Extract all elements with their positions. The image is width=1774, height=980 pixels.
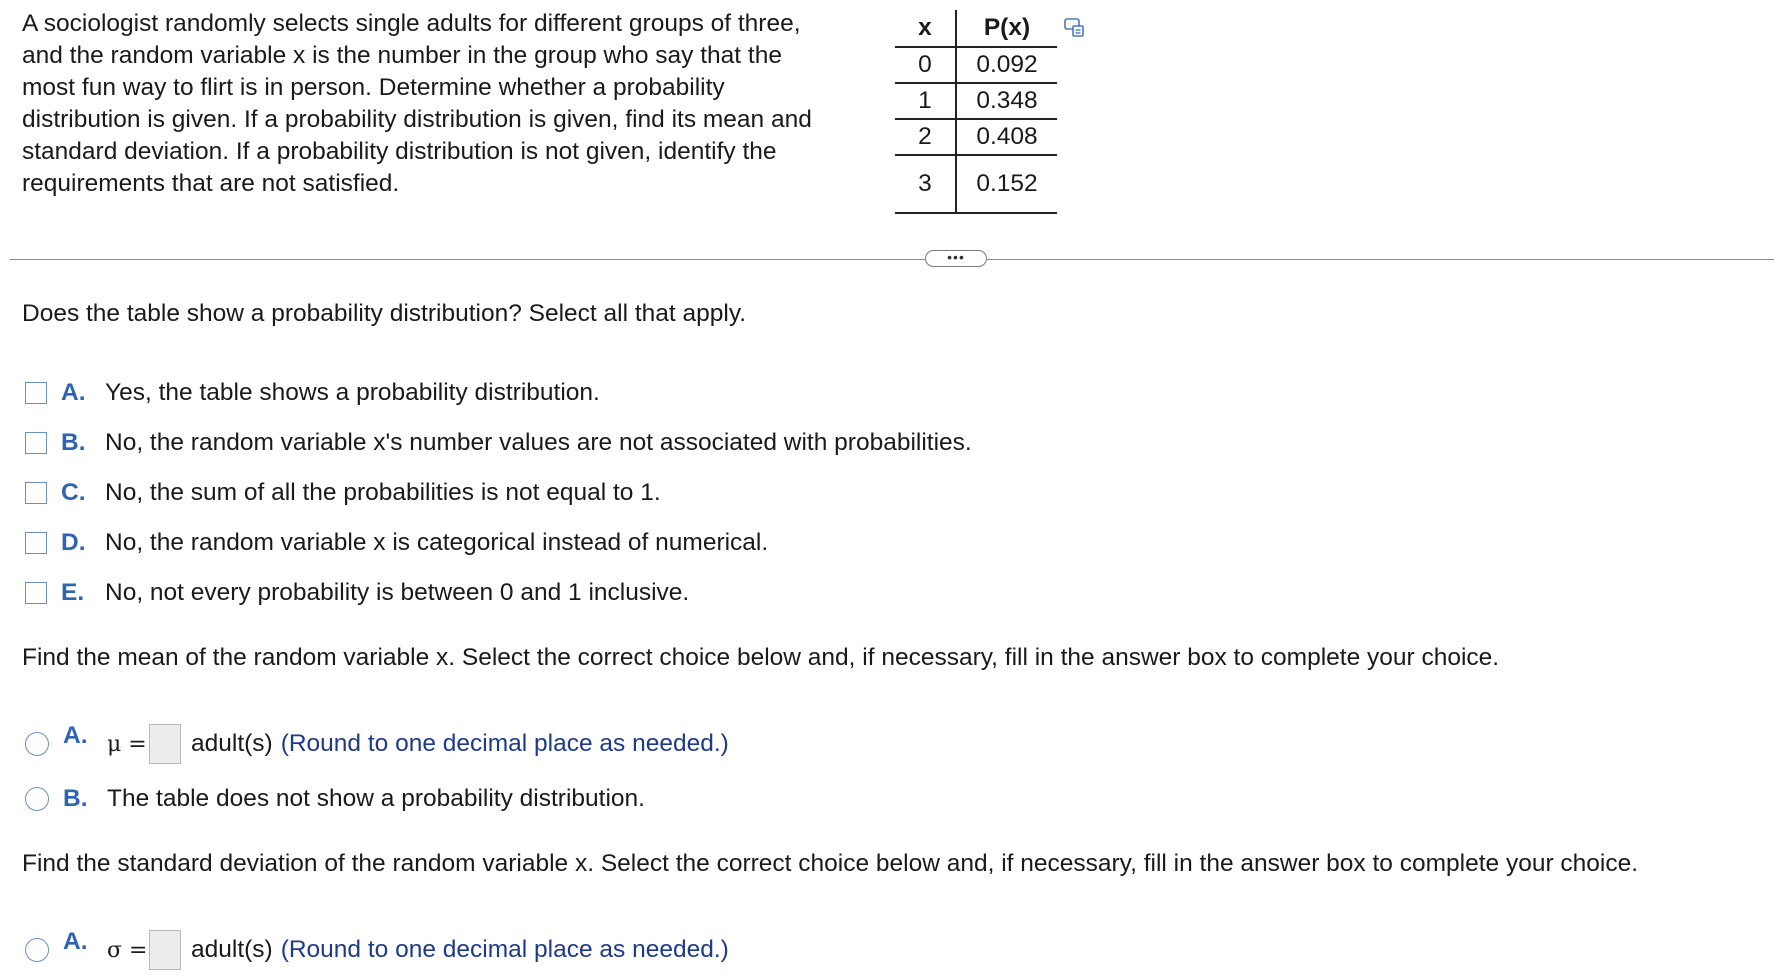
table-cell-x: 2 — [895, 119, 956, 155]
option-letter: D. — [61, 529, 86, 556]
q1-option-a[interactable] — [25, 376, 600, 410]
table-cell-p: 0.152 — [956, 155, 1057, 213]
mean-answer-input[interactable] — [149, 724, 181, 764]
question-2-prompt: Find the mean of the random variable x. Select the correct choice below and, if necessary, fill in the answer box to complete your choice. — [22, 644, 1500, 671]
table-row — [895, 83, 1057, 119]
option-text: Yes, the table shows a probability distribution. — [105, 379, 600, 406]
option-text: No, the sum of all the probabilities is not equal to 1. — [105, 479, 661, 506]
rounding-hint: (Round to one decimal place as needed.) — [280, 936, 729, 963]
q3-option-a[interactable] — [25, 928, 729, 972]
section-divider — [10, 259, 1774, 260]
option-letter: B. — [63, 785, 88, 812]
checkbox[interactable] — [25, 532, 47, 554]
radio-button[interactable] — [25, 938, 49, 962]
radio-button[interactable] — [25, 732, 49, 756]
option-text: The table does not show a probability distribution. — [107, 785, 645, 812]
table-row — [895, 155, 1057, 213]
table-cell-x: 0 — [895, 47, 956, 83]
option-letter: A. — [63, 722, 88, 749]
table-cell-p: 0.092 — [956, 47, 1057, 83]
mean-unit: adult(s) — [191, 730, 273, 757]
q2-option-b[interactable] — [25, 782, 645, 816]
q2-option-a[interactable] — [25, 722, 729, 766]
sd-symbol: σ = — [107, 937, 148, 963]
problem-statement: A sociologist randomly selects single adults for different groups of three, and the random variable x is the number in the group who say that the most fun way to flirt is in person. Determine whether a probability distribution is given. If a probability distribution is given, find its mean and standard deviation. If a probability distribution is not given, identify the requirements that are not satisfied. — [22, 10, 812, 197]
question-3-prompt: Find the standard deviation of the random variable x. Select the correct choice below and, if necessary, fill in the answer box to complete your choice. — [22, 850, 1639, 877]
table-row — [895, 47, 1057, 83]
table-header-px: P(x) — [956, 10, 1057, 47]
checkbox[interactable] — [25, 582, 47, 604]
q1-option-d[interactable] — [25, 526, 768, 560]
sd-unit: adult(s) — [191, 936, 273, 963]
question-1-prompt: Does the table show a probability distribution? Select all that apply. — [22, 300, 747, 327]
option-text: No, the random variable x's number values are not associated with probabilities. — [105, 429, 972, 456]
table-row — [895, 119, 1057, 155]
option-letter: C. — [61, 479, 86, 506]
option-text: No, the random variable x is categorical instead of numerical. — [105, 529, 769, 556]
table-header-x: x — [895, 10, 956, 47]
table-cell-p: 0.408 — [956, 119, 1057, 155]
copy-table-icon[interactable] — [1063, 16, 1087, 40]
q1-option-e[interactable] — [25, 576, 689, 610]
option-letter: B. — [61, 429, 86, 456]
table-cell-x: 3 — [895, 155, 956, 213]
option-letter: A. — [63, 928, 88, 955]
q1-option-b[interactable] — [25, 426, 972, 460]
checkbox[interactable] — [25, 432, 47, 454]
expand-more-button[interactable]: ••• — [925, 250, 987, 267]
probability-table — [895, 10, 1057, 214]
checkbox[interactable] — [25, 382, 47, 404]
table-cell-p: 0.348 — [956, 83, 1057, 119]
mean-symbol: μ = — [107, 731, 147, 757]
rounding-hint: (Round to one decimal place as needed.) — [280, 730, 729, 757]
option-letter: A. — [61, 379, 86, 406]
option-text: No, not every probability is between 0 and 1 inclusive. — [105, 579, 690, 606]
option-letter: E. — [61, 579, 85, 606]
sd-answer-input[interactable] — [149, 930, 181, 970]
table-cell-x: 1 — [895, 83, 956, 119]
radio-button[interactable] — [25, 787, 49, 811]
checkbox[interactable] — [25, 482, 47, 504]
q1-option-c[interactable] — [25, 476, 661, 510]
